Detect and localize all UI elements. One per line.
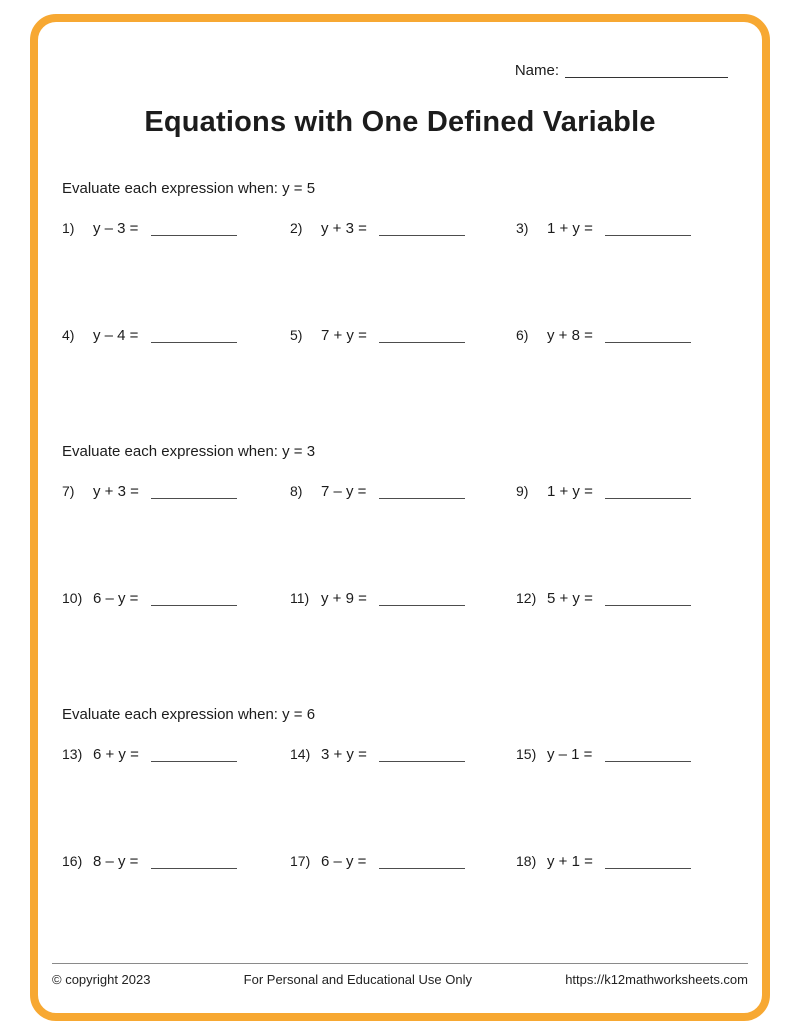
name-blank-line	[565, 63, 728, 78]
answer-blank	[379, 329, 465, 344]
problem-expression: 7 – y =	[321, 482, 367, 500]
problem-row	[62, 218, 738, 238]
answer-blank	[379, 855, 465, 870]
section	[62, 180, 738, 345]
answer-blank	[379, 592, 465, 607]
problem	[62, 744, 290, 764]
problem	[62, 481, 290, 501]
section	[62, 706, 738, 871]
problem-expression: y – 1 =	[547, 745, 593, 763]
problem	[62, 218, 290, 238]
section	[62, 443, 738, 608]
name-label: Name:	[514, 61, 559, 79]
problem-expression: 6 + y =	[93, 745, 139, 763]
website-link[interactable]: https://k12mathworksheets.com	[565, 972, 748, 987]
problem-number: 10)	[62, 590, 83, 606]
answer-blank	[151, 592, 237, 607]
problem-number: 13)	[62, 745, 83, 762]
footer	[52, 963, 748, 987]
problem	[290, 218, 516, 238]
problem-expression: y – 3 =	[93, 219, 139, 237]
answer-blank	[379, 484, 465, 499]
answer-blank	[605, 592, 691, 607]
problem-number: 11)	[290, 590, 310, 606]
problem-number: 18)	[516, 853, 537, 869]
problem	[290, 481, 516, 501]
problem-number: 14)	[290, 745, 311, 762]
answer-blank	[151, 484, 237, 499]
problem-number: 8)	[290, 482, 303, 499]
answer-blank	[605, 221, 691, 236]
problem-expression: 6 – y =	[321, 853, 367, 870]
problem-number: 7)	[62, 482, 75, 499]
problem-expression: 1 + y =	[547, 219, 593, 237]
answer-blank	[379, 747, 465, 762]
answer-blank	[605, 747, 691, 762]
problem-expression: y + 8 =	[547, 327, 593, 344]
worksheet-title: Equations with One Defined Variable	[144, 106, 656, 138]
problem-expression: 5 + y =	[547, 590, 593, 607]
problem-expression: 6 – y =	[93, 590, 139, 607]
answer-blank	[605, 329, 691, 344]
answer-blank	[151, 747, 237, 762]
problem-number: 17)	[290, 853, 311, 869]
problem	[516, 589, 738, 609]
answer-blank	[151, 855, 237, 870]
problem-number: 16)	[62, 853, 83, 869]
answer-blank	[379, 221, 465, 236]
problem	[62, 852, 290, 872]
problem	[516, 218, 738, 238]
problem-row	[62, 589, 738, 609]
answer-blank	[151, 329, 237, 344]
problem-expression: y + 3 =	[93, 482, 139, 500]
problem-row	[62, 481, 738, 501]
problem-number: 15)	[516, 745, 537, 762]
problem	[516, 852, 738, 872]
problem	[516, 326, 738, 346]
problem-number: 6)	[516, 327, 529, 343]
section-instruction: Evaluate each expression when: y = 6	[62, 706, 316, 723]
problem	[62, 589, 290, 609]
problem-expression: y + 9 =	[321, 590, 367, 607]
copyright-text: © copyright 2023	[52, 972, 151, 987]
answer-blank	[605, 484, 691, 499]
problem-row	[62, 326, 738, 346]
section-instruction: Evaluate each expression when: y = 3	[62, 443, 316, 460]
section-instruction: Evaluate each expression when: y = 5	[62, 180, 316, 197]
problem-expression: 3 + y =	[321, 745, 367, 763]
problem-number: 2)	[290, 219, 303, 236]
problem	[290, 326, 516, 346]
problem-expression: y + 1 =	[547, 853, 593, 870]
problem	[290, 744, 516, 764]
problem	[290, 589, 516, 609]
problem-expression: y + 3 =	[321, 219, 367, 237]
problem-expression: y – 4 =	[93, 327, 139, 344]
name-row	[515, 60, 728, 79]
problem-number: 12)	[516, 590, 537, 606]
problem	[516, 481, 738, 501]
problem-row	[62, 744, 738, 764]
usage-text: For Personal and Educational Use Only	[243, 972, 473, 987]
problem-number: 3)	[516, 219, 529, 236]
problem-expression: 8 – y =	[93, 853, 139, 870]
answer-blank	[605, 855, 691, 870]
problem	[516, 744, 738, 764]
problem-row	[62, 852, 738, 872]
worksheet-content	[62, 180, 738, 969]
problem-number: 4)	[62, 327, 75, 343]
problem-number: 9)	[516, 482, 529, 499]
problem-number: 5)	[290, 327, 303, 343]
problem-expression: 1 + y =	[547, 482, 593, 500]
problem	[290, 852, 516, 872]
problem	[62, 326, 290, 346]
answer-blank	[151, 221, 237, 236]
problem-expression: 7 + y =	[321, 327, 367, 344]
problem-number: 1)	[62, 219, 75, 236]
